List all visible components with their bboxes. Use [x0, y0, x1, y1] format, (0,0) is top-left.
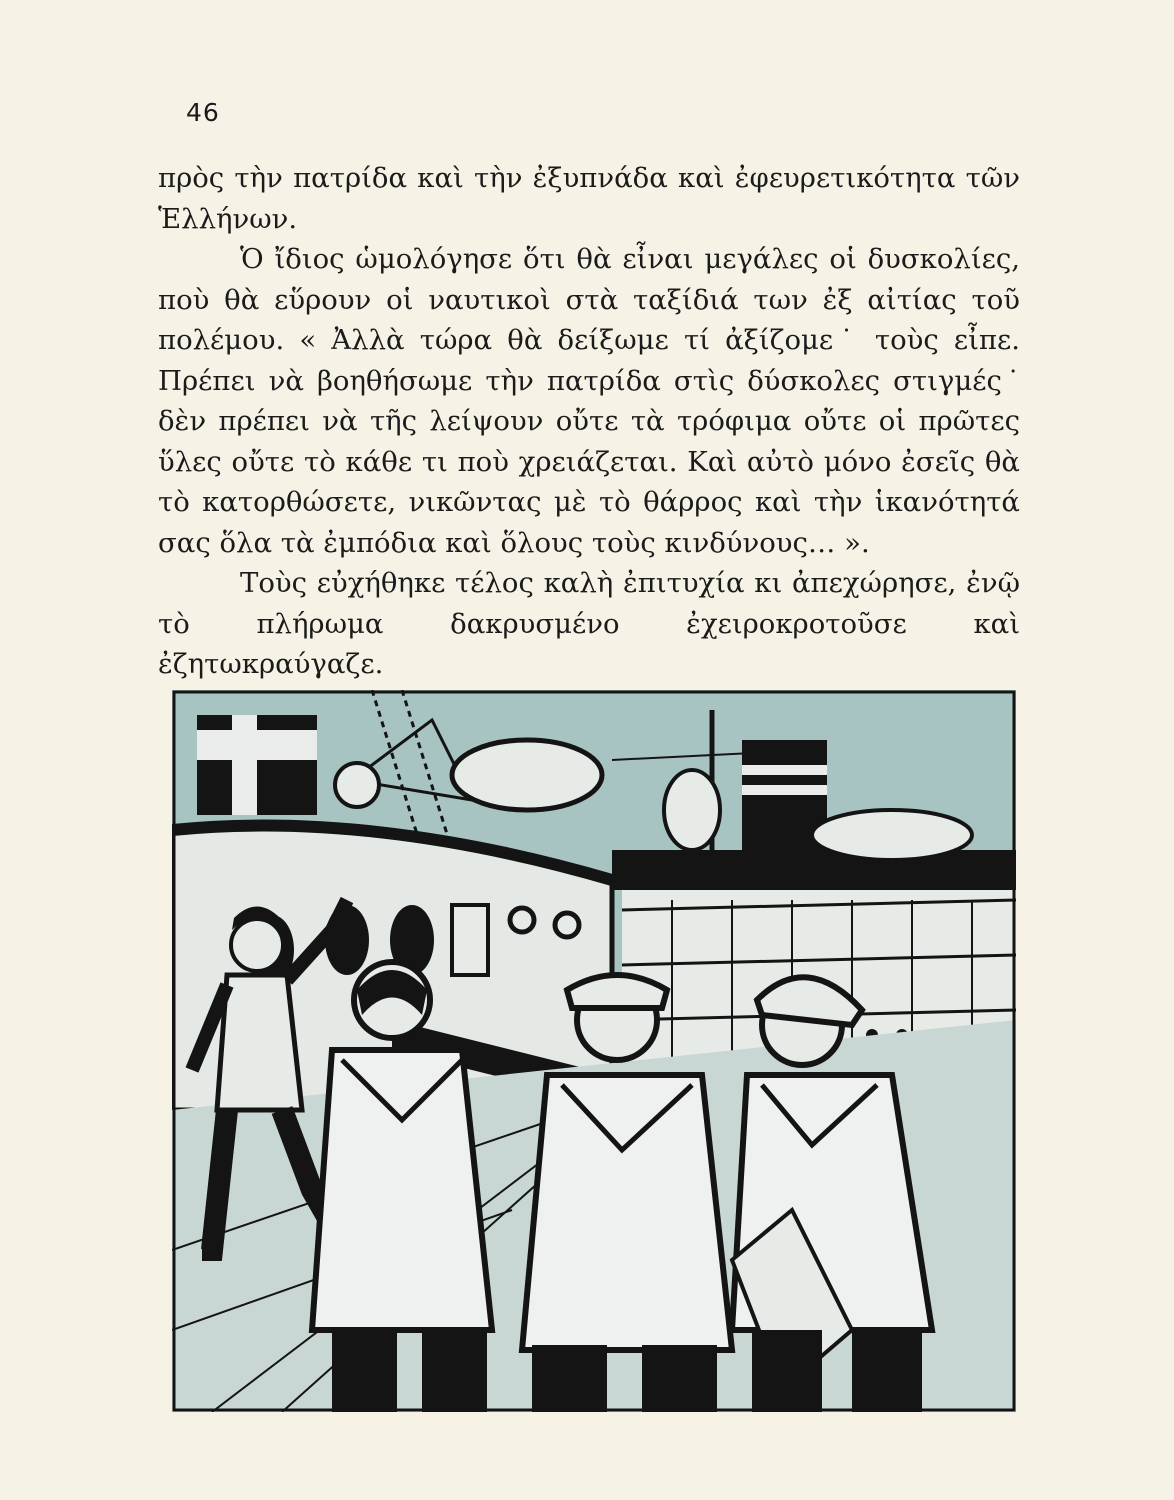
background-ship-deckline — [612, 850, 1016, 890]
paragraph-continuation: πρὸς τὴν πατρίδα καὶ τὴν ἐξυπνάδα καὶ ἐφευρετικότητα τῶν Ἑλλήνων. — [158, 162, 1020, 235]
body-text — [158, 158, 1020, 685]
ventilator — [664, 770, 720, 850]
illustration-ship-deck — [172, 690, 1016, 1412]
deck-lamp — [335, 763, 379, 807]
sailor-cap — [567, 975, 667, 1008]
porthole-icon — [510, 908, 534, 932]
page-number: 46 — [186, 98, 220, 127]
lifeboat — [812, 810, 972, 860]
deckhouse-window — [452, 905, 488, 975]
paragraph-speech: Ὁ ἴδιος ὡμολόγησε ὅτι θὰ εἶναι μεγάλες οἱ δυσκολίες, ποὺ θὰ εὕρουν οἱ ναυτικοὶ στὰ ταξίδιά των ἐξ αἰτίας τοῦ πολέμου. « Ἀλλὰ τώρα θὰ δείξωμε τί ἀξίζομε˙ τοὺς εἶπε. Πρέπει νὰ βοηθήσωμε τὴν πατρίδα στὶς δύσκολες στιγμές˙ δὲν πρέπει νὰ τῆς λείψουν οὔτε τὰ τρόφιμα οὔτε οἱ πρῶτες ὕλες οὔτε τὸ κάθε τι ποὺ χρειάζεται. Καὶ αὐτὸ μόνο ἐσεῖς θὰ τὸ κατορθώσετε, νικῶντας μὲ τὸ θάρρος καὶ τὴν ἱκανότητά σας ὅλα τὰ ἐμπόδια καὶ ὅλους τοὺς κινδύνους… ». — [158, 243, 1020, 559]
porthole-icon — [555, 913, 579, 937]
lifeboat — [452, 740, 602, 810]
paragraph-farewell: Τοὺς εὐχήθηκε τέλος καλὴ ἐπιτυχία κι ἀπεχώρησε, ἐνῷ τὸ πλήρωμα δακρυσμένο ἐχειροκροτοῦσε καὶ ἐζητωκραύγαζε. — [158, 567, 1020, 680]
ship-deck-drawing — [172, 690, 1016, 1412]
